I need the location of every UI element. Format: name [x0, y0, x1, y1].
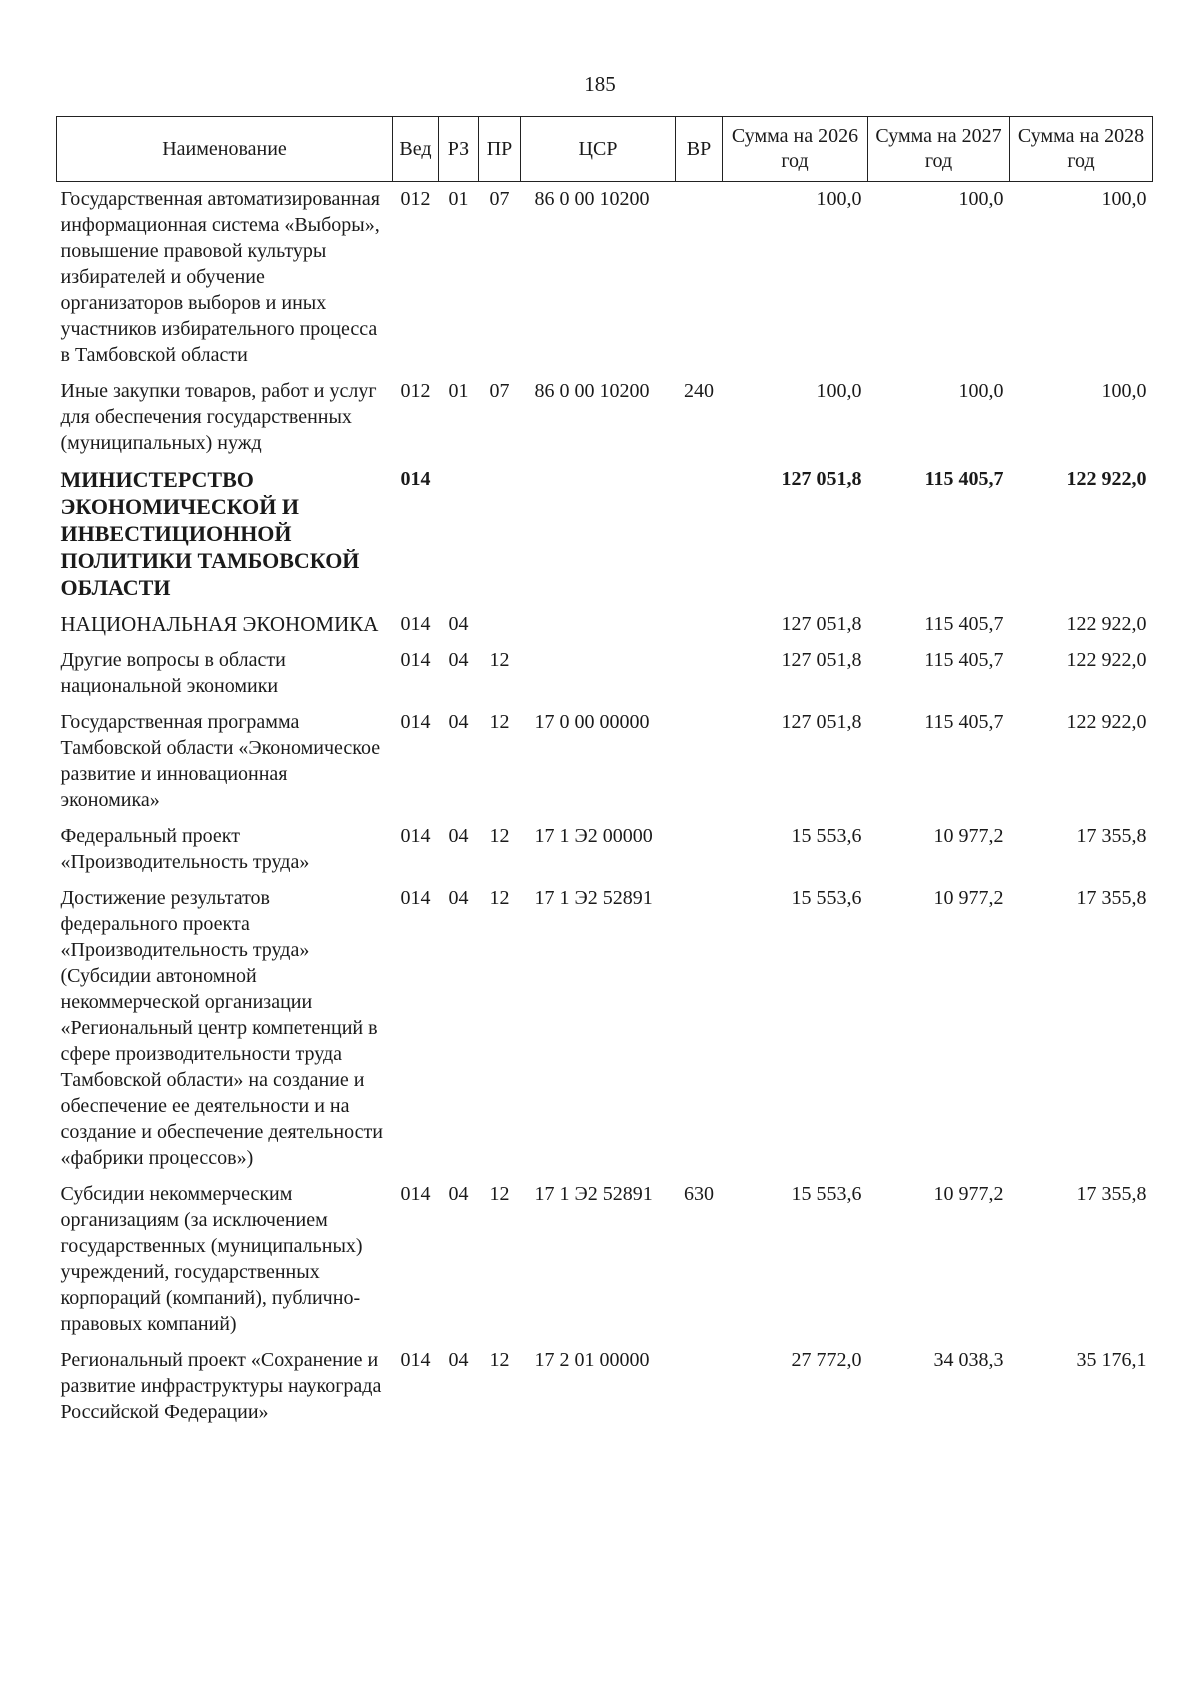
row-csr: 17 2 01 00000 — [534, 1349, 650, 1371]
row-ved: 014 — [400, 825, 431, 847]
row-name: МИНИСТЕРСТВО ЭКОНОМИЧЕСКОЙ И ИНВЕСТИЦИОННОЙ ПОЛИТИКИ ТАМБОВСКОЙ ОБЛАСТИ — [60, 467, 360, 600]
budget-table — [56, 116, 1153, 1431]
row-sum-2026: 127 051,8 — [781, 711, 862, 733]
row-sum-2028: 17 355,8 — [1076, 887, 1147, 909]
table-row — [57, 1343, 1153, 1431]
row-sum-2027: 10 977,2 — [933, 887, 1004, 909]
row-sum-2026: 15 553,6 — [791, 887, 862, 909]
row-sum-2027: 115 405,7 — [924, 711, 1004, 733]
row-ved: 014 — [400, 468, 431, 490]
row-sum-2028: 17 355,8 — [1076, 1183, 1147, 1205]
row-vr — [676, 607, 723, 643]
row-ved: 014 — [400, 1349, 431, 1371]
header-csr: ЦСР — [521, 117, 676, 182]
row-ved: 014 — [400, 711, 431, 733]
row-csr — [521, 607, 676, 643]
row-csr: 17 0 00 00000 — [534, 711, 650, 733]
row-name: Региональный проект «Сохранение и развитие инфраструктуры наукограда Российской Федерации» — [60, 1349, 382, 1423]
row-sum-2026: 127 051,8 — [781, 613, 862, 635]
header-vr: ВР — [676, 117, 723, 182]
row-sum-2026: 15 553,6 — [791, 1183, 862, 1205]
row-ved: 014 — [400, 1183, 431, 1205]
row-rz: 04 — [448, 613, 469, 635]
row-sum-2028: 122 922,0 — [1066, 468, 1147, 490]
row-sum-2026: 127 051,8 — [781, 468, 862, 490]
header-rz: РЗ — [439, 117, 479, 182]
table-row — [57, 643, 1153, 705]
table-row — [57, 819, 1153, 881]
row-sum-2028: 100,0 — [1101, 188, 1147, 210]
row-name: Иные закупки товаров, работ и услуг для обеспечения государственных (муниципальных) нужд — [60, 380, 377, 454]
row-csr: 17 1 Э2 00000 — [534, 825, 653, 847]
row-sum-2027: 100,0 — [958, 380, 1004, 402]
row-sum-2028: 100,0 — [1101, 380, 1147, 402]
header-ved: Вед — [393, 117, 439, 182]
row-sum-2028: 17 355,8 — [1076, 825, 1147, 847]
row-csr: 17 1 Э2 52891 — [534, 1183, 653, 1205]
row-sum-2027: 34 038,3 — [933, 1349, 1004, 1371]
row-csr: 17 1 Э2 52891 — [534, 887, 653, 909]
row-rz: 01 — [448, 188, 469, 210]
row-vr — [676, 1343, 723, 1431]
row-vr — [676, 881, 723, 1177]
row-ved: 014 — [400, 649, 431, 671]
row-ved: 012 — [400, 188, 431, 210]
row-ved: 012 — [400, 380, 431, 402]
row-ved: 014 — [400, 887, 431, 909]
row-vr — [676, 462, 723, 607]
row-name: Другие вопросы в области национальной экономики — [60, 649, 286, 697]
table-header-row — [57, 117, 1153, 182]
page-number: 185 — [584, 72, 616, 96]
row-csr: 86 0 00 10200 — [534, 188, 650, 210]
table-row — [57, 1177, 1153, 1343]
row-rz: 04 — [448, 1183, 469, 1205]
table-row-section — [57, 607, 1153, 643]
row-sum-2028: 122 922,0 — [1066, 613, 1147, 635]
row-rz: 04 — [448, 887, 469, 909]
row-rz — [439, 462, 479, 607]
header-sum-2026: Сумма на 2026 год — [723, 117, 868, 182]
table-row — [57, 705, 1153, 819]
row-rz: 04 — [448, 649, 469, 671]
row-rz: 04 — [448, 825, 469, 847]
header-sum-2028: Сумма на 2028 год — [1010, 117, 1153, 182]
row-csr — [521, 643, 676, 705]
row-rz: 01 — [448, 380, 469, 402]
row-csr: 86 0 00 10200 — [534, 380, 650, 402]
row-name: Субсидии некоммерческим организациям (за исключением государственных (муниципальных) учреждений, государственных корпораций (компаний), публично-правовых компаний) — [60, 1183, 363, 1335]
row-sum-2027: 10 977,2 — [933, 1183, 1004, 1205]
header-pr: ПР — [479, 117, 521, 182]
row-name: Государственная программа Тамбовской области «Экономическое развитие и инновационная экономика» — [60, 711, 381, 811]
row-vr — [676, 643, 723, 705]
row-sum-2026: 27 772,0 — [791, 1349, 862, 1371]
row-pr: 12 — [489, 711, 510, 733]
row-ved: 014 — [400, 613, 431, 635]
row-rz: 04 — [448, 1349, 469, 1371]
row-sum-2026: 127 051,8 — [781, 649, 862, 671]
row-name: Достижение результатов федерального проекта «Производительность труда» (Субсидии автономной некоммерческой организации «Региональный центр компетенций в сфере производительности труда Тамбовской области» на создание и обеспечение ее деятельности и на создание и обеспечение деятельности «фабрики процессов») — [60, 887, 383, 1169]
row-sum-2028: 122 922,0 — [1066, 711, 1147, 733]
row-vr — [676, 705, 723, 819]
row-name: Государственная автоматизированная информационная система «Выборы», повышение правовой культуры избирателей и обучение организаторов выборов и иных участников избирательного процесса в Тамбовской области — [60, 188, 380, 366]
row-sum-2026: 15 553,6 — [791, 825, 862, 847]
row-vr: 240 — [684, 380, 714, 402]
row-sum-2026: 100,0 — [816, 380, 862, 402]
row-vr: 630 — [684, 1183, 714, 1205]
row-sum-2027: 115 405,7 — [924, 649, 1004, 671]
row-sum-2027: 115 405,7 — [924, 468, 1004, 490]
row-sum-2028: 35 176,1 — [1076, 1349, 1147, 1371]
row-sum-2026: 100,0 — [816, 188, 862, 210]
row-name: Федеральный проект «Производительность труда» — [60, 825, 310, 873]
table-row — [57, 374, 1153, 462]
row-pr: 12 — [489, 649, 510, 671]
row-name: НАЦИОНАЛЬНАЯ ЭКОНОМИКА — [60, 612, 379, 636]
row-rz: 04 — [448, 711, 469, 733]
row-pr: 12 — [489, 1349, 510, 1371]
table-row-ministry — [57, 462, 1153, 607]
row-sum-2027: 10 977,2 — [933, 825, 1004, 847]
table-row — [57, 182, 1153, 375]
row-pr — [479, 607, 521, 643]
row-pr: 12 — [489, 825, 510, 847]
row-sum-2028: 122 922,0 — [1066, 649, 1147, 671]
row-pr: 12 — [489, 887, 510, 909]
row-pr — [479, 462, 521, 607]
row-csr — [521, 462, 676, 607]
row-sum-2027: 100,0 — [958, 188, 1004, 210]
table-row — [57, 881, 1153, 1177]
header-name: Наименование — [57, 117, 393, 182]
row-pr: 12 — [489, 1183, 510, 1205]
header-sum-2027: Сумма на 2027 год — [868, 117, 1010, 182]
row-sum-2027: 115 405,7 — [924, 613, 1004, 635]
row-vr — [676, 819, 723, 881]
row-vr — [676, 182, 723, 375]
row-pr: 07 — [489, 380, 510, 402]
row-pr: 07 — [489, 188, 510, 210]
